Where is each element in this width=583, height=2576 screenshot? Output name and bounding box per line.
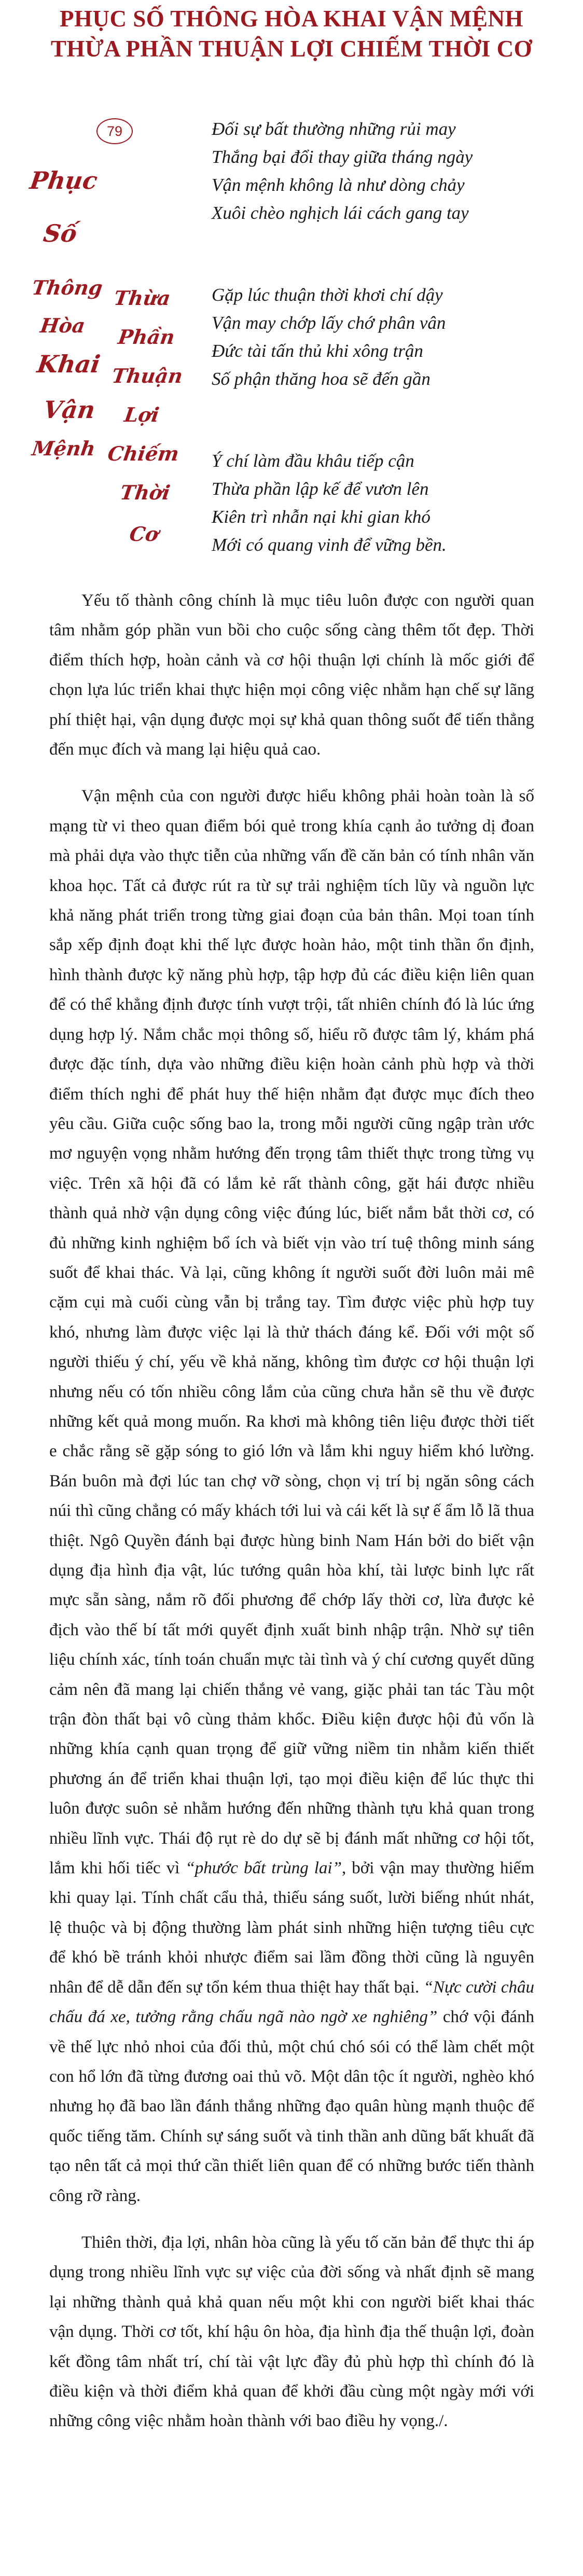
article-body <box>49 586 534 2454</box>
calligraphy-word: Cơ <box>128 522 160 546</box>
calligraphy-word: Thuận <box>110 364 185 387</box>
calligraphy-word: Lợi <box>122 403 161 426</box>
calligraphy-word: Chiếm <box>106 442 181 465</box>
calligraphy-word: Hòa <box>38 314 87 337</box>
paragraph-2-text-b: , bởi vận may thường hiếm khi quay lại. Tính chất cẩu thả, thiếu sáng suốt, lười biếng nhút nhát, lệ thuộc và bị động thường làm phát sinh những hiện tượng tiêu cực để khó bề tránh khỏi nhược điểm sai lầm đồng thời cũng là nguyên nhân để dễ dẫn đến sự tổn kém thua thiệt hay thất bại. <box>49 1859 534 1997</box>
quote-phuoc-bat-trung-lai: “phước bất trùng lai” <box>185 1859 342 1878</box>
poem-line: Mới có quang vinh để vững bền. <box>212 535 447 555</box>
poem-line: Vận may chớp lấy chớ phân vân <box>212 313 446 333</box>
paragraph-2-text-a: Vận mệnh của con người được hiểu không phải hoàn toàn là số mạng từ vi theo quan điểm bói quẻ trong khía cạnh ảo tưởng dị đoan mà phải dựa vào thực tiễn của những vấn đề căn bản có tính nhân văn khoa học. Tất cả được rút ra từ sự trải nghiệm tích lũy và nguồn lực khả năng phát triển trong từng giai đoạn của bản thân. Mọi toan tính sắp xếp định đoạt khi thế lực được hoàn hảo, một tinh thần ổn định, hình thành được kỹ năng phù hợp, tập hợp đủ các điều kiện liên quan để có thể khẳng định được tính vượt trội, tất nhiên chính đó là lúc ứng dụng hợp lý. Nắm chắc mọi thông số, hiểu rõ được tâm lý, khám phá được đặc tính, dựa vào những điều kiện hoàn cảnh phù hợp và thời điểm thích nghi để phát huy thế hiện nhằm đạt được mục đích theo yêu cầu. Giữa cuộc sống bao la, trong mỗi người cũng ngập tràn ước mơ nguyện vọng nhằm hướng đến trọng tâm thiết thực trong từng vụ việc. Trên xã hội đã có lắm kẻ rất thành công, gặt hái được nhiều thành quả nhờ vận dụng công việc đúng lúc, biết nắm bắt thời cơ, có đủ những kinh nghiệm bổ ích và biết vịn vào trí tuệ thông minh sáng suốt để khai thác. Và lại, cũng không ít người suốt đời luôn mải mê cặm cụi mà cuối cùng vẫn bị trắng tay. Tìm được việc phù hợp tuy khó, nhưng làm được việc lại là thử thách đáng kể. Đối với một số người thiếu ý chí, yếu về khả năng, không tìm được cơ hội thuận lợi nhưng nếu có tốn nhiều công lắm của cũng chưa hẳn sẽ thu về được những kết quả mong muốn. Ra khơi mà không tiên liệu được thời tiết e chắc rằng sẽ gặp sóng to gió lớn và lắm khi nguy hiểm khó lường. Bán buôn mà đợi lúc tan chợ vỡ sòng, chọn vị trí bị ngăn sông cách núi thì cũng chẳng có mấy khách tới lui và cái kết là sự ế ẩm lỗ lã thua thiệt. Ngô Quyền đánh bại được hùng binh Nam Hán bởi do biết vận dụng địa hình địa vật, lúc tướng quân hòa khí, tài lược binh lực rất mực sẵn sàng, nắm rõ đối phương để chớp lấy thời cơ, lừa được kẻ địch vào thế bí tất mới quyết định xuất binh nhập trận. Nhờ sự tiên liệu chính xác, tính toán chuẩn mực tài tình và ý chí cương quyết dũng cảm nên đã mang lại chiến thắng vẻ vang, giặc phải tan tác Tàu một trận đòn thất bại vô cùng thảm khốc. Điều kiện được hội đủ vốn là những khía cạnh quan trọng để giữ vững niềm tin nhằm kiến thiết phương án để triển khai thuận lợi, tạo mọi điều kiện để lúc thực thi luôn được suôn sẻ nhằm hướng đến những thành tựu khả quan trong nhiều lĩnh vực. Thái độ rụt rè do dự sẽ bị đánh mất những cơ hội tốt, lắm khi hối tiếc vì <box>49 787 534 1878</box>
calligraphy-word: Thông <box>30 276 104 299</box>
calligraphy-word: Phần <box>116 325 176 349</box>
calligraphy-word: Thừa <box>112 286 172 310</box>
poem-number-badge: 79 <box>96 118 133 144</box>
calligraphy-word: Khai <box>35 350 102 378</box>
calligraphy-word: Phục <box>28 166 100 194</box>
paragraph-2 <box>49 782 534 2211</box>
poem-stanza-3 <box>212 447 447 559</box>
title-line-2: THỪA PHẦN THUẬN LỢI CHIẾM THỜI CƠ <box>50 36 533 62</box>
calligraphy-word: Thời <box>118 481 172 504</box>
poem-line: Xuôi chèo nghịch lái cách gang tay <box>212 203 469 223</box>
calligraphy-word: Vận <box>41 396 97 424</box>
calligraphy-word: Mệnh <box>30 437 97 460</box>
paragraph-3: Thiên thời, địa lợi, nhân hòa cũng là yếu tố căn bản để thực thi áp dụng trong nhiều lĩnh vực sự việc của đời sống và nhất định sẽ mang lại những thành quả khả quan nếu một khi con người biết khai thác vận dụng. Thời cơ tốt, khí hậu ôn hòa, địa hình địa thế thuận lợi, đoàn kết đồng tâm nhất trí, chí tài vật lực đầy đủ phù hợp thì chính đó là điều kiện và thời điểm khả quan để khởi đầu cùng một ngày mới với những công việc nhằm hoàn thành với bao điều hy vọng./. <box>49 2233 534 2431</box>
poem-line: Thừa phần lập kế để vươn lên <box>212 479 429 499</box>
poem-stanza-2 <box>212 281 446 393</box>
poem-line: Ý chí làm đầu khâu tiếp cận <box>212 451 414 471</box>
poem-line: Vận mệnh không là như dòng chảy <box>212 175 465 195</box>
paragraph-1: Yếu tố thành công chính là mục tiêu luôn được con người quan tâm nhằm góp phần vun bồi cho cuộc sống càng thêm tốt đẹp. Thời điểm thích hợp, hoàn cảnh và cơ hội thuận lợi chính là mốc giới để chọn lựa lúc triển khai thực hiện mọi công việc nhằm hạn chế sự lãng phí thiệt hại, vận dụng được mọi sự khả quan thông suốt để tiến thẳng đến mục đích và mang lại hiệu quả cao. <box>49 591 534 759</box>
poem-line: Số phận thăng hoa sẽ đến gần <box>212 369 431 389</box>
poem-line: Thắng bại đổi thay giữa tháng ngày <box>212 147 473 167</box>
title-line-1: PHỤC SỐ THÔNG HÒA KHAI VẬN MỆNH <box>60 6 523 32</box>
poem-line: Đức tài tấn thủ khi xông trận <box>212 341 423 361</box>
quote-chau-chau-da-xe: “Nực cười châu chấu đá xe, tưởng rằng chấu ngã nào ngờ xe nghiêng” <box>49 1978 534 2027</box>
calligraphy-word: Số <box>41 219 79 247</box>
paragraph-2-text-c: chớ vội đánh về thế lực nhỏ nhoi của đối thủ, một chú chó sói có thể làm chết một con hổ lớn đã từng đương oai thủ võ. Một dân tộc ít người, nghèo khó nhưng họ đã bao lần đánh thắng những đạo quân hùng mạnh thuộc để quốc tiếng tăm. Chính sự sáng suốt và tinh thần anh dũng bất khuất đã tạo nên tất cả mọi thứ cần thiết liên quan để có những bước tiến thành công rỡ ràng. <box>49 2008 534 2205</box>
poem-line: Kiên trì nhẫn nại khi gian khó <box>212 507 431 527</box>
poem-line: Đối sự bất thường những rủi may <box>212 119 456 139</box>
poem-stanza-1 <box>212 115 473 227</box>
poem-line: Gặp lúc thuận thời khơi chí dậy <box>212 285 443 305</box>
